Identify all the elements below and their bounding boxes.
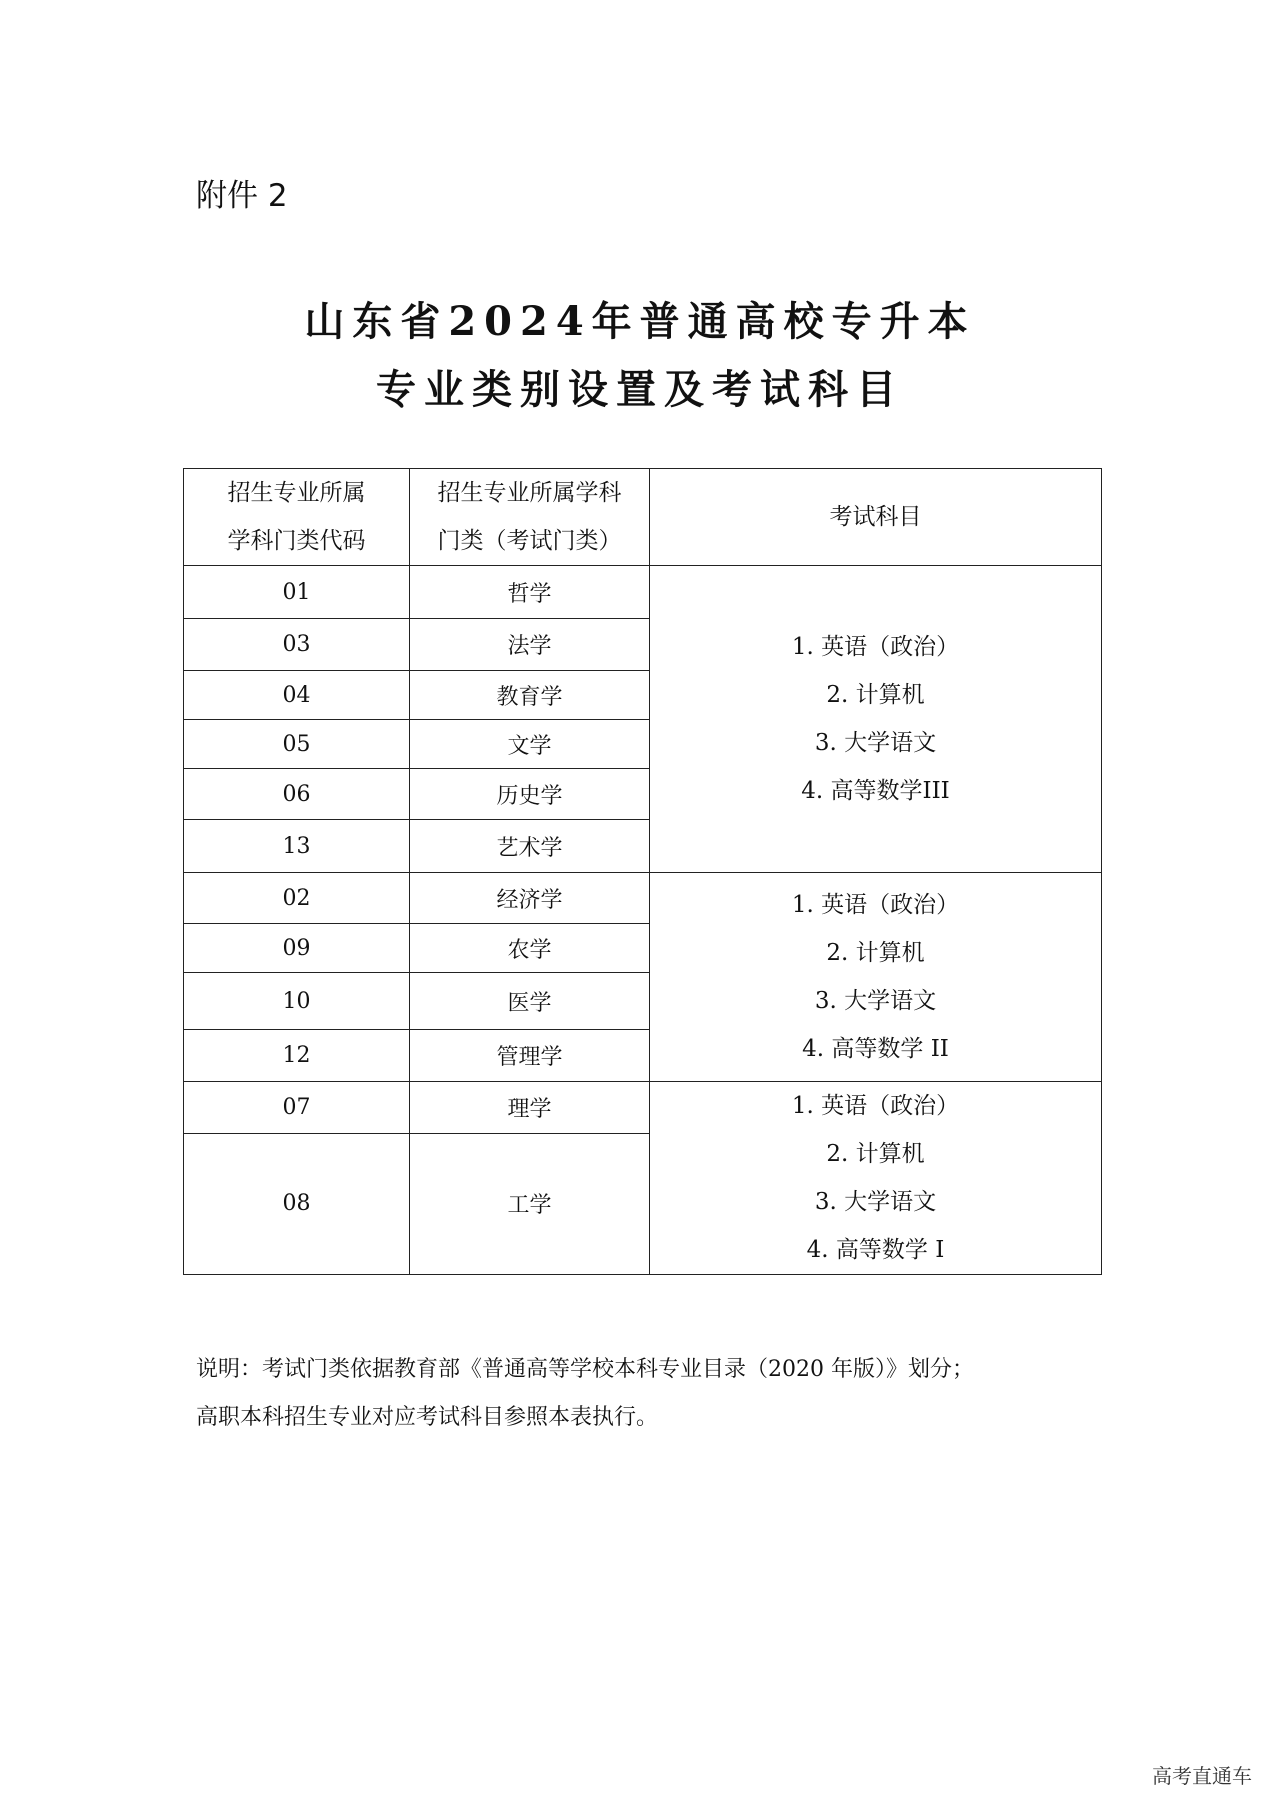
code-cell: 07 (184, 1082, 410, 1134)
code-cell: 03 (184, 619, 410, 671)
subject-item: 1. 英语（政治） (791, 892, 960, 918)
header-category: 招生专业所属学科 门类（考试门类） (410, 469, 650, 566)
category-cell: 哲学 (410, 566, 650, 619)
code-cell: 05 (184, 720, 410, 769)
header-subjects: 考试科目 (650, 469, 1102, 566)
subject-item: 1. 英语（政治） (791, 634, 960, 660)
subject-item: 3. 大学语文 (814, 730, 937, 756)
category-cell: 医学 (410, 973, 650, 1030)
subject-item: 2. 计算机 (826, 940, 925, 966)
document-title-line1: 山东省2024年普通高校专升本 (304, 298, 976, 345)
category-cell: 理学 (410, 1082, 650, 1134)
subject-item: 1. 英语（政治） (791, 1093, 960, 1119)
code-cell: 12 (184, 1030, 410, 1082)
subjects-cell (650, 566, 1102, 873)
table-header-row (184, 469, 1102, 566)
table-row (184, 873, 1102, 924)
code-cell: 10 (184, 973, 410, 1030)
subject-item: 2. 计算机 (826, 1141, 925, 1167)
code-cell: 02 (184, 873, 410, 924)
code-cell: 04 (184, 671, 410, 720)
code-cell: 13 (184, 820, 410, 873)
exam-subjects-table (183, 468, 1102, 1275)
subject-item: 3. 大学语文 (814, 1189, 937, 1215)
subjects-cell (650, 873, 1102, 1082)
subject-item: 4. 高等数学 I (806, 1237, 945, 1263)
category-cell: 管理学 (410, 1030, 650, 1082)
footer-watermark: 高考直通车 (1152, 1764, 1252, 1788)
code-cell: 08 (184, 1133, 410, 1274)
note-line: 高职本科招生专业对应考试科目参照本表执行。 (196, 1405, 659, 1430)
category-cell: 艺术学 (410, 820, 650, 873)
subject-item: 4. 高等数学 II (802, 1036, 949, 1062)
category-cell: 法学 (410, 619, 650, 671)
category-cell: 文学 (410, 720, 650, 769)
table-row (184, 566, 1102, 619)
category-cell: 教育学 (410, 671, 650, 720)
category-cell: 历史学 (410, 769, 650, 820)
explanatory-note (196, 1346, 1096, 1442)
note-line: 说明：考试门类依据教育部《普通高等学校本科专业目录（2020 年版）》划分； (196, 1357, 974, 1382)
document-title-line2: 专业类别设置及考试科目 (376, 366, 904, 413)
code-cell: 06 (184, 769, 410, 820)
code-cell: 09 (184, 924, 410, 973)
subject-item: 4. 高等数学III (801, 778, 950, 804)
category-cell: 农学 (410, 924, 650, 973)
subject-item: 3. 大学语文 (814, 988, 937, 1014)
attachment-label: 附件 2 (196, 178, 288, 214)
header-code: 招生专业所属 学科门类代码 (184, 469, 410, 566)
subjects-cell (650, 1082, 1102, 1275)
code-cell: 01 (184, 566, 410, 619)
subject-item: 2. 计算机 (826, 682, 925, 708)
table-row (184, 1082, 1102, 1134)
category-cell: 工学 (410, 1133, 650, 1274)
category-cell: 经济学 (410, 873, 650, 924)
